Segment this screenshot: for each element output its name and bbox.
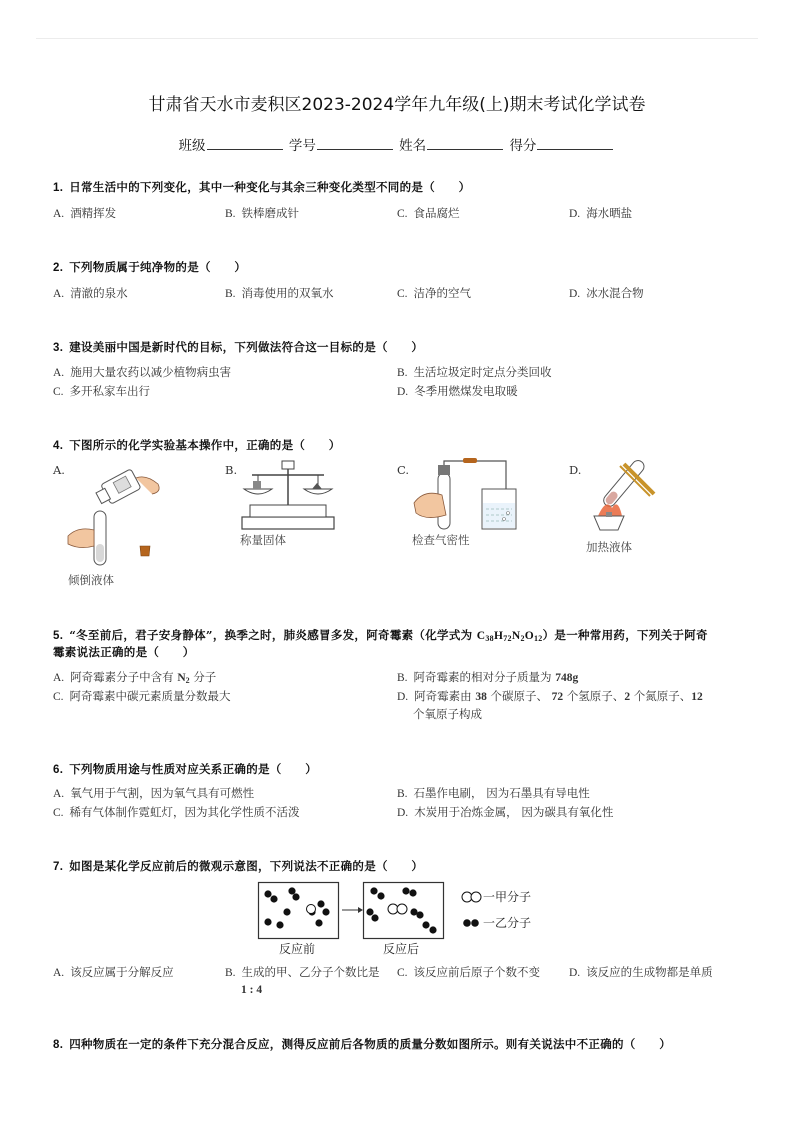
option-c[interactable]: C. 稀有气体制作霓虹灯，因为其化学性质不活泼 — [53, 805, 300, 819]
option-d[interactable]: D. 海水晒盐 — [569, 206, 633, 220]
option-d-letter[interactable]: D. — [569, 463, 582, 477]
option-c[interactable]: C. 该反应前后原子个数不变 — [397, 965, 541, 979]
option-a[interactable]: A. 该反应属于分解反应 — [53, 965, 174, 979]
caption-weighing-solid: 称量固体 — [240, 533, 286, 547]
before-label: 反应前 — [279, 942, 316, 956]
option-a[interactable]: A. 施用大量农药以减少植物病虫害 — [53, 365, 232, 379]
caption-check-airtightness: 检查气密性 — [412, 533, 470, 547]
question-1 — [53, 179, 470, 195]
option-d[interactable]: D. 阿奇霉素由 38 个碳原子、 72 个氢原子、2 个氮原子、12 — [397, 689, 703, 703]
option-b[interactable]: B. 铁棒磨成针 — [225, 206, 300, 220]
option-a[interactable]: A. 酒精挥发 — [53, 206, 117, 220]
option-d[interactable]: D. 冬季用燃煤发电取暖 — [397, 384, 518, 398]
question-number: 6. — [53, 764, 64, 776]
caption-heating-liquid: 加热液体 — [586, 540, 632, 554]
legend-a-icon — [462, 892, 481, 902]
option-d[interactable]: D. 该反应的生成物都是单质 — [569, 965, 713, 979]
question-4 — [53, 437, 341, 453]
question-2 — [53, 259, 246, 275]
option-d[interactable]: D. 冰水混合物 — [569, 286, 644, 300]
question-stem: “冬至前后，君子安身静体”，换季之时，肺炎感冒多发，阿奇霉素（化学式为 — [69, 628, 473, 642]
question-5-continued: 霉素说法正确的是（ ） — [53, 645, 195, 659]
question-stem: 建设美丽中国是新时代的目标，下列做法符合这一目标的是（ ） — [69, 340, 424, 354]
question-6 — [53, 761, 317, 777]
option-b[interactable]: B. 石墨作电刷， 因为石墨具有导电性 — [397, 786, 590, 800]
question-number: 7. — [53, 861, 64, 873]
question-number: 2. — [53, 262, 64, 274]
hand-icon — [414, 493, 446, 517]
right-pan-icon — [304, 489, 332, 494]
airtightness-figure — [408, 459, 518, 531]
after-label: 反应后 — [383, 942, 420, 956]
question-stem: 下图所示的化学实验基本操作中，正确的是（ ） — [69, 438, 341, 452]
name-blank[interactable] — [427, 137, 503, 150]
balance-figure — [238, 459, 338, 531]
option-b[interactable]: B. 阿奇霉素的相对分子质量为 748g — [397, 670, 579, 684]
option-a[interactable]: A. 阿奇霉素分子中含有 $N_2$ 分子 — [53, 670, 217, 685]
name-label: 姓名 — [399, 138, 427, 154]
class-blank[interactable] — [207, 137, 283, 150]
pouring-liquid-figure — [64, 466, 164, 576]
question-5: 5. “冬至前后，君子安身静体”，换季之时，肺炎感冒多发，阿奇霉素（化学式为 $C_{38}H_{72}N_2O_{12}$）是一种常用药，下列关于阿奇 — [53, 628, 708, 643]
option-c[interactable]: C. 阿奇霉素中碳元素质量分数最大 — [53, 689, 231, 703]
option-a[interactable]: A. 清澈的泉水 — [53, 286, 128, 300]
hand-icon — [68, 529, 94, 548]
caption-pouring-liquid: 倾倒液体 — [68, 573, 114, 587]
question-stem: 下列物质用途与性质对应关系正确的是（ ） — [69, 762, 318, 776]
legend-b-label: 一乙分子 — [483, 916, 532, 930]
option-b[interactable]: B. 消毒使用的双氧水 — [225, 286, 334, 300]
heating-liquid-figure — [580, 458, 660, 534]
option-b-letter[interactable]: B. — [225, 463, 238, 477]
left-pan-icon — [244, 489, 272, 494]
option-a-letter[interactable]: A. — [53, 463, 65, 477]
option-c[interactable]: C. 洁净的空气 — [397, 286, 472, 300]
student-id-blank[interactable] — [317, 137, 393, 150]
option-d-continued: 个氧原子构成 — [413, 707, 482, 721]
question-8 — [53, 1036, 671, 1052]
stopper-icon — [140, 546, 150, 556]
question-3 — [53, 339, 423, 355]
page-top-rule — [36, 38, 758, 39]
legend-a-label: 一甲分子 — [483, 890, 532, 904]
legend-b-icon — [463, 919, 479, 927]
azithromycin-formula: $C_{38}H_{72}N_2O_{12}$ — [476, 630, 543, 643]
page-title: 甘肃省天水市麦积区2023-2024学年九年级(上)期末考试化学试卷 — [148, 95, 646, 115]
alcohol-lamp-icon — [594, 516, 624, 530]
question-number: 1. — [53, 182, 64, 194]
weight-icon — [253, 481, 261, 489]
class-label: 班级 — [178, 138, 206, 154]
option-b[interactable]: B. 生成的甲、乙分子个数比是 — [225, 965, 380, 979]
question-stem: 下列物质属于纯净物的是（ ） — [69, 260, 247, 274]
question-number: 3. — [53, 342, 64, 354]
question-number: 8. — [53, 1039, 64, 1051]
solid-sample-icon — [312, 483, 322, 489]
option-c[interactable]: C. 多开私家车出行 — [53, 384, 151, 398]
question-number: 4. — [53, 440, 64, 452]
option-d[interactable]: D. 木炭用于冶炼金属， 因为碳具有氧化性 — [397, 805, 614, 819]
question-stem: 日常生活中的下列变化，其中一种变化与其余三种变化类型不同的是（ ） — [69, 180, 471, 194]
option-c-letter[interactable]: C. — [397, 463, 410, 477]
score-label: 得分 — [509, 138, 537, 154]
question-7 — [53, 858, 423, 874]
question-number: 5. — [53, 630, 64, 642]
option-c[interactable]: C. 食品腐烂 — [397, 206, 460, 220]
score-blank[interactable] — [537, 137, 613, 150]
reagent-bottle-icon — [94, 469, 141, 508]
question-stem: 如图是某化学反应前后的微观示意图，下列说法不正确的是（ ） — [69, 859, 424, 873]
student-id-label: 学号 — [288, 138, 316, 154]
student-info-line — [0, 134, 794, 154]
option-b-ratio: 1 : 4 — [241, 984, 263, 996]
option-b[interactable]: B. 生活垃圾定时定点分类回收 — [397, 365, 552, 379]
option-a[interactable]: A. 氧气用于气割，因为氧气具有可燃性 — [53, 786, 255, 800]
question-stem: 四种物质在一定的条件下充分混合反应，测得反应前后各物质的质量分数如图所示。则有关说法中不正确的（ ） — [69, 1037, 671, 1051]
